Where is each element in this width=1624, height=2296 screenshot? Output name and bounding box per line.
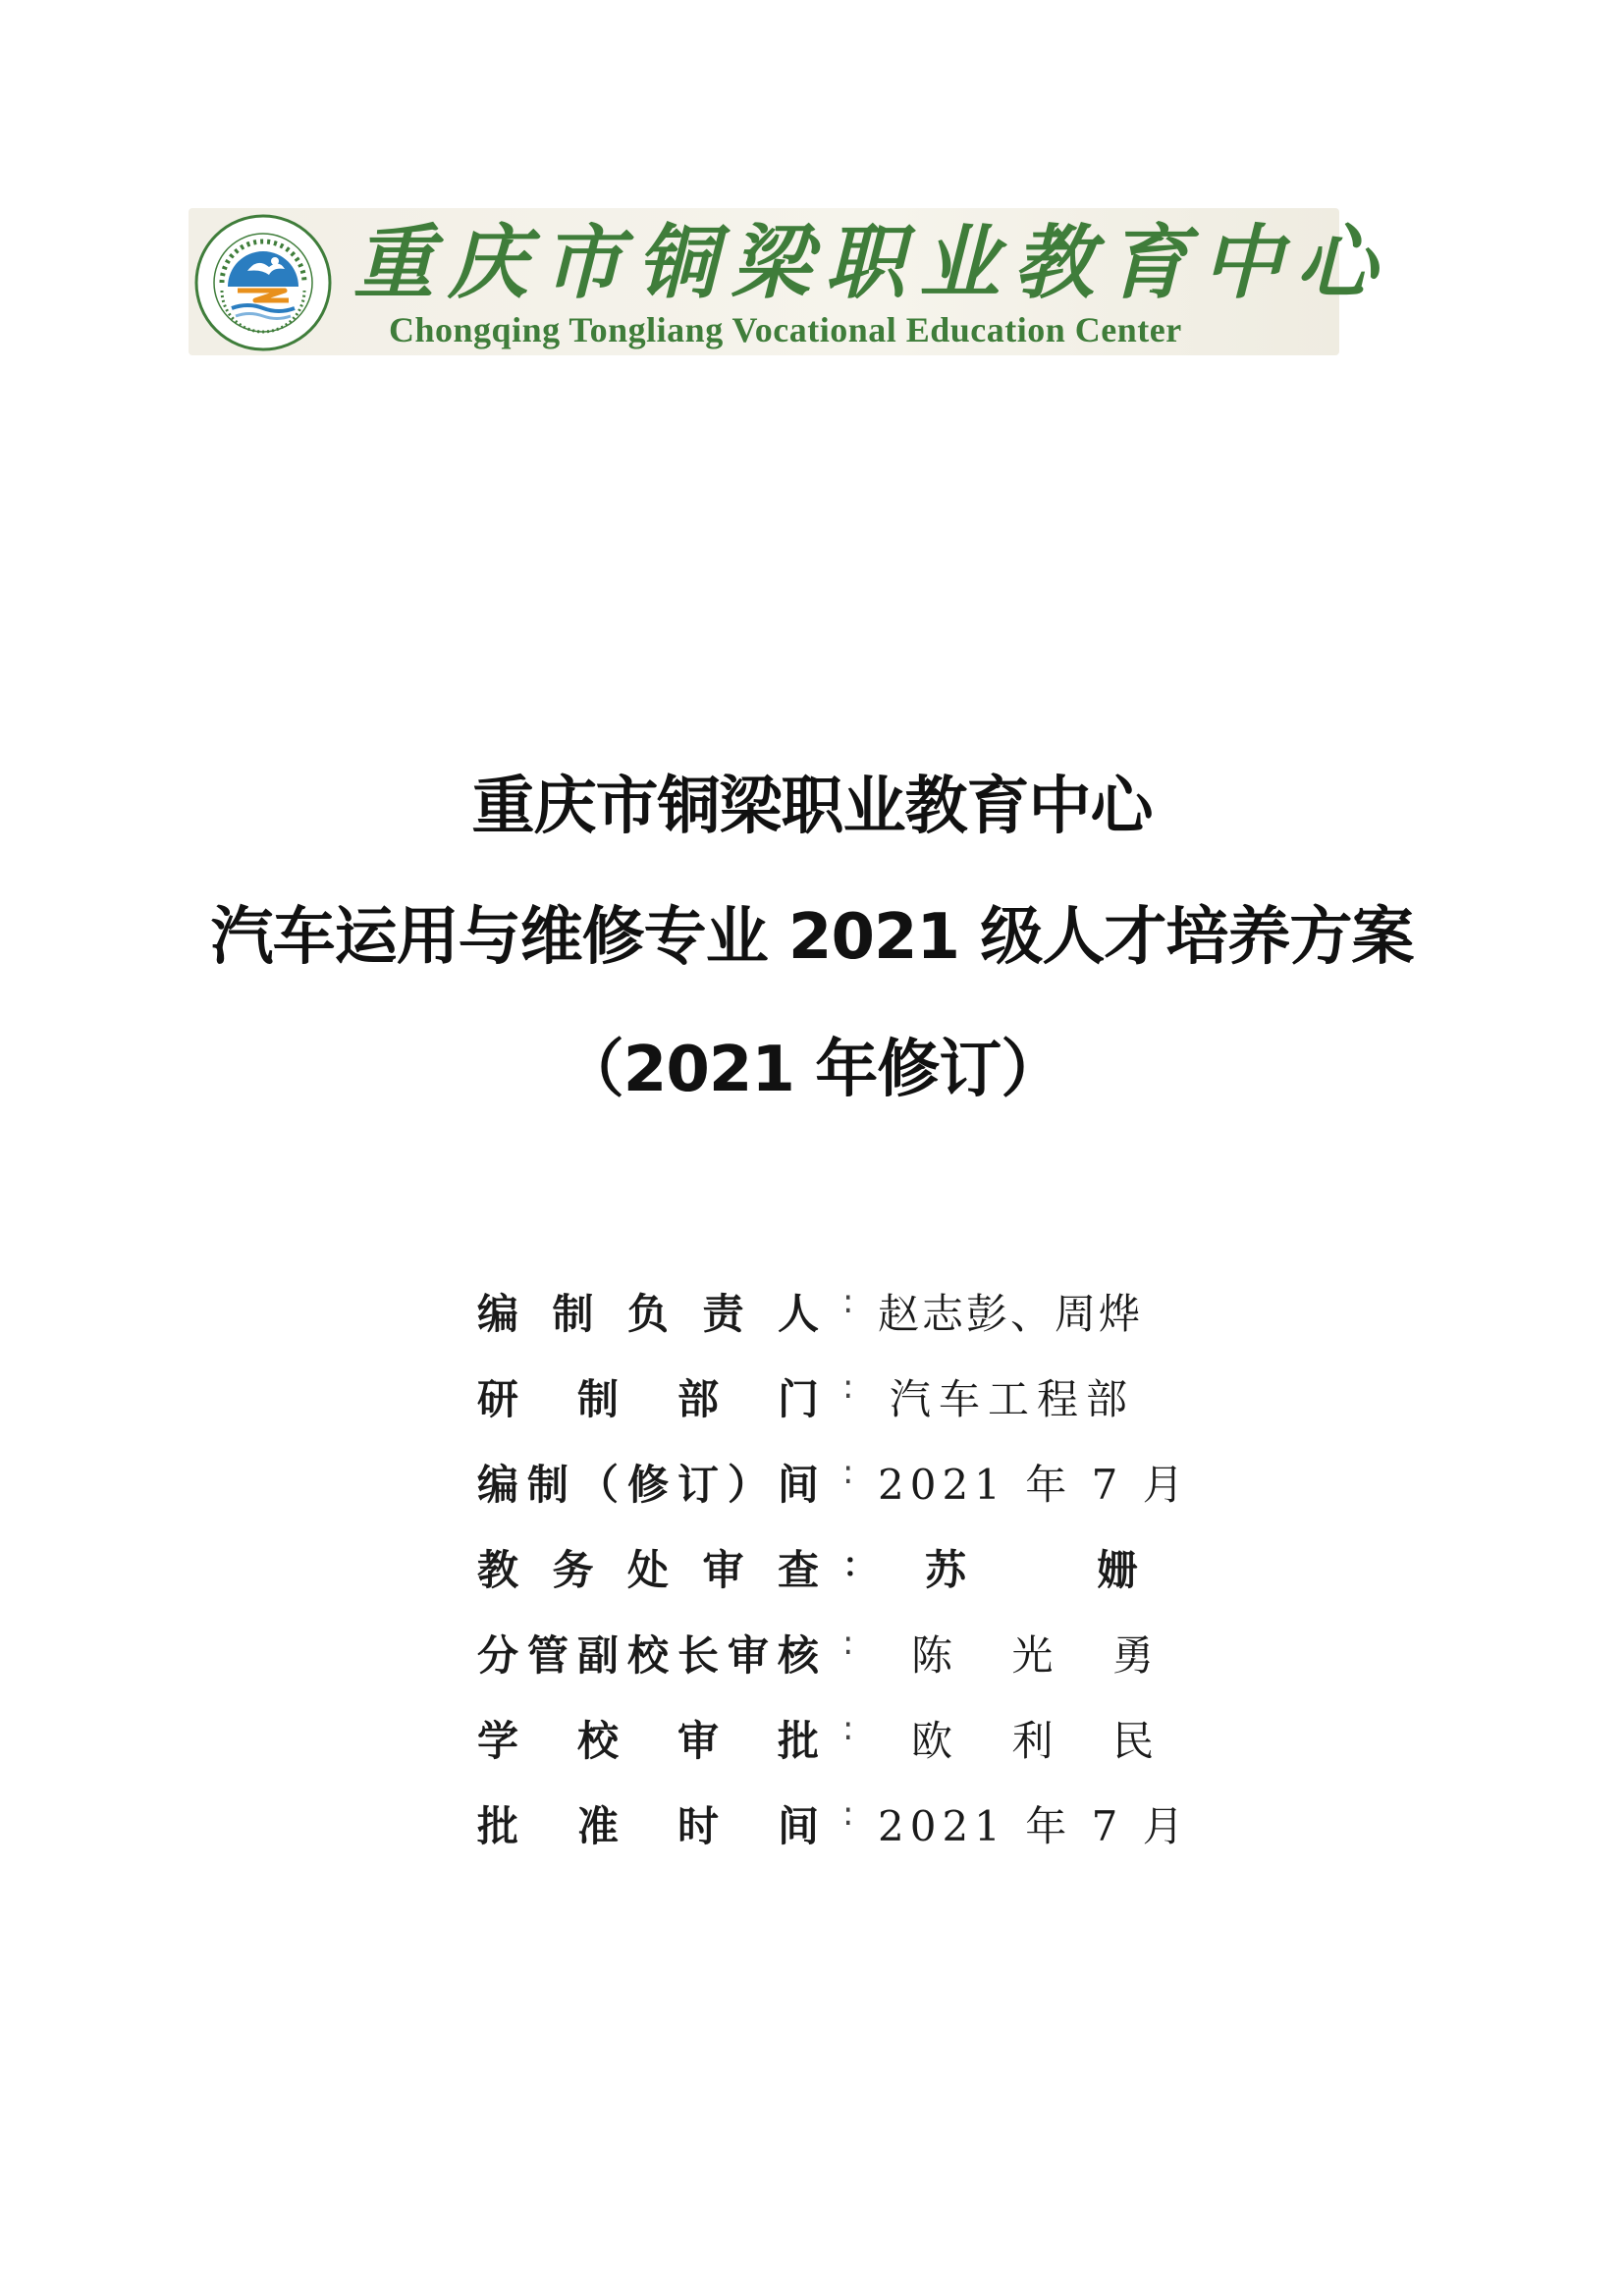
label-char: 审 [677,1717,719,1765]
label-char: 长 [677,1631,719,1680]
label-char: 间 [777,1461,819,1509]
label-char: 查 [777,1546,819,1594]
value-char: 民 [1111,1717,1157,1765]
label-char: 时 [677,1802,719,1850]
info-label [477,1453,819,1512]
info-row-vice-principal-review [477,1616,1164,1701]
label-char: 制 [576,1375,619,1423]
label-char: 审 [727,1631,769,1680]
label-char: 管 [526,1631,568,1680]
label-char: 批 [477,1802,519,1850]
logo-chinese-name: 重庆市铜梁职业教育中心 [353,216,1390,310]
label-char: 编 [477,1290,519,1338]
info-label [477,1709,819,1768]
info-block [477,1274,1190,1872]
info-value [911,1624,1157,1682]
label-char: 审 [702,1546,744,1594]
label-char: 制 [526,1461,568,1509]
info-value: 汽车工程部 [890,1375,1136,1423]
value-char: 姗 [1096,1546,1141,1594]
label-char: 间 [777,1802,819,1850]
label-char: 批 [777,1717,819,1765]
info-value [925,1538,1141,1597]
label-char: 准 [576,1802,619,1850]
label-char: ） [727,1461,769,1509]
info-row-school-approval [477,1701,1164,1787]
title-program: 汽车运用与维修专业 2021 级人才培养方案 [210,901,1414,974]
info-colon: : [842,1794,854,1834]
value-char: 勇 [1111,1631,1157,1680]
info-colon: ： [842,1546,876,1585]
label-char: 校 [626,1631,669,1680]
info-label [477,1624,819,1682]
label-char: 教 [477,1546,519,1594]
info-label [477,1367,819,1426]
info-label [477,1282,819,1341]
info-value [911,1709,1157,1768]
info-label [477,1538,819,1597]
label-char: 订 [677,1461,719,1509]
title-revision: （2021 年修订） [561,1034,1063,1106]
label-char: 制 [552,1290,594,1338]
info-row-department [477,1360,1164,1445]
info-row-compiler [477,1274,1164,1360]
info-label [477,1794,819,1853]
label-char: 校 [576,1717,619,1765]
label-char: 处 [626,1546,669,1594]
label-char: 分 [477,1631,519,1680]
title-school: 重庆市铜梁职业教育中心 [471,771,1153,843]
label-char: 门 [777,1375,819,1423]
label-char: 部 [677,1375,719,1423]
value-char: 苏 [925,1546,970,1594]
value-char: 利 [1011,1717,1056,1765]
info-colon: : [842,1453,854,1492]
info-colon: : [842,1709,854,1748]
value-char: 光 [1011,1631,1056,1680]
label-char: 责 [702,1290,744,1338]
label-char: 人 [777,1290,819,1338]
info-colon: : [842,1282,854,1321]
label-char: 编 [477,1461,519,1509]
label-char: 修 [626,1461,669,1509]
info-row-academic-review [477,1530,1164,1616]
school-emblem-icon [192,212,334,353]
info-colon: : [842,1367,854,1407]
label-char: 负 [626,1290,669,1338]
label-char: 学 [477,1717,519,1765]
info-colon: : [842,1624,854,1663]
value-char: 欧 [911,1717,956,1765]
logo-english-name: Chongqing Tongliang Vocational Education Center [389,310,1182,349]
info-value: 赵志彭、周烨 [878,1290,1144,1338]
info-row-approval-time [477,1787,1190,1872]
label-char: 研 [477,1375,519,1423]
label-char: 核 [777,1631,819,1680]
label-char: （ [576,1461,619,1509]
label-char: 务 [552,1546,594,1594]
info-value: 2021 年 7 月 [878,1461,1190,1509]
value-char: 陈 [911,1631,956,1680]
label-char: 副 [576,1631,619,1680]
info-value: 2021 年 7 月 [878,1802,1190,1850]
info-row-revision-time [477,1445,1190,1530]
